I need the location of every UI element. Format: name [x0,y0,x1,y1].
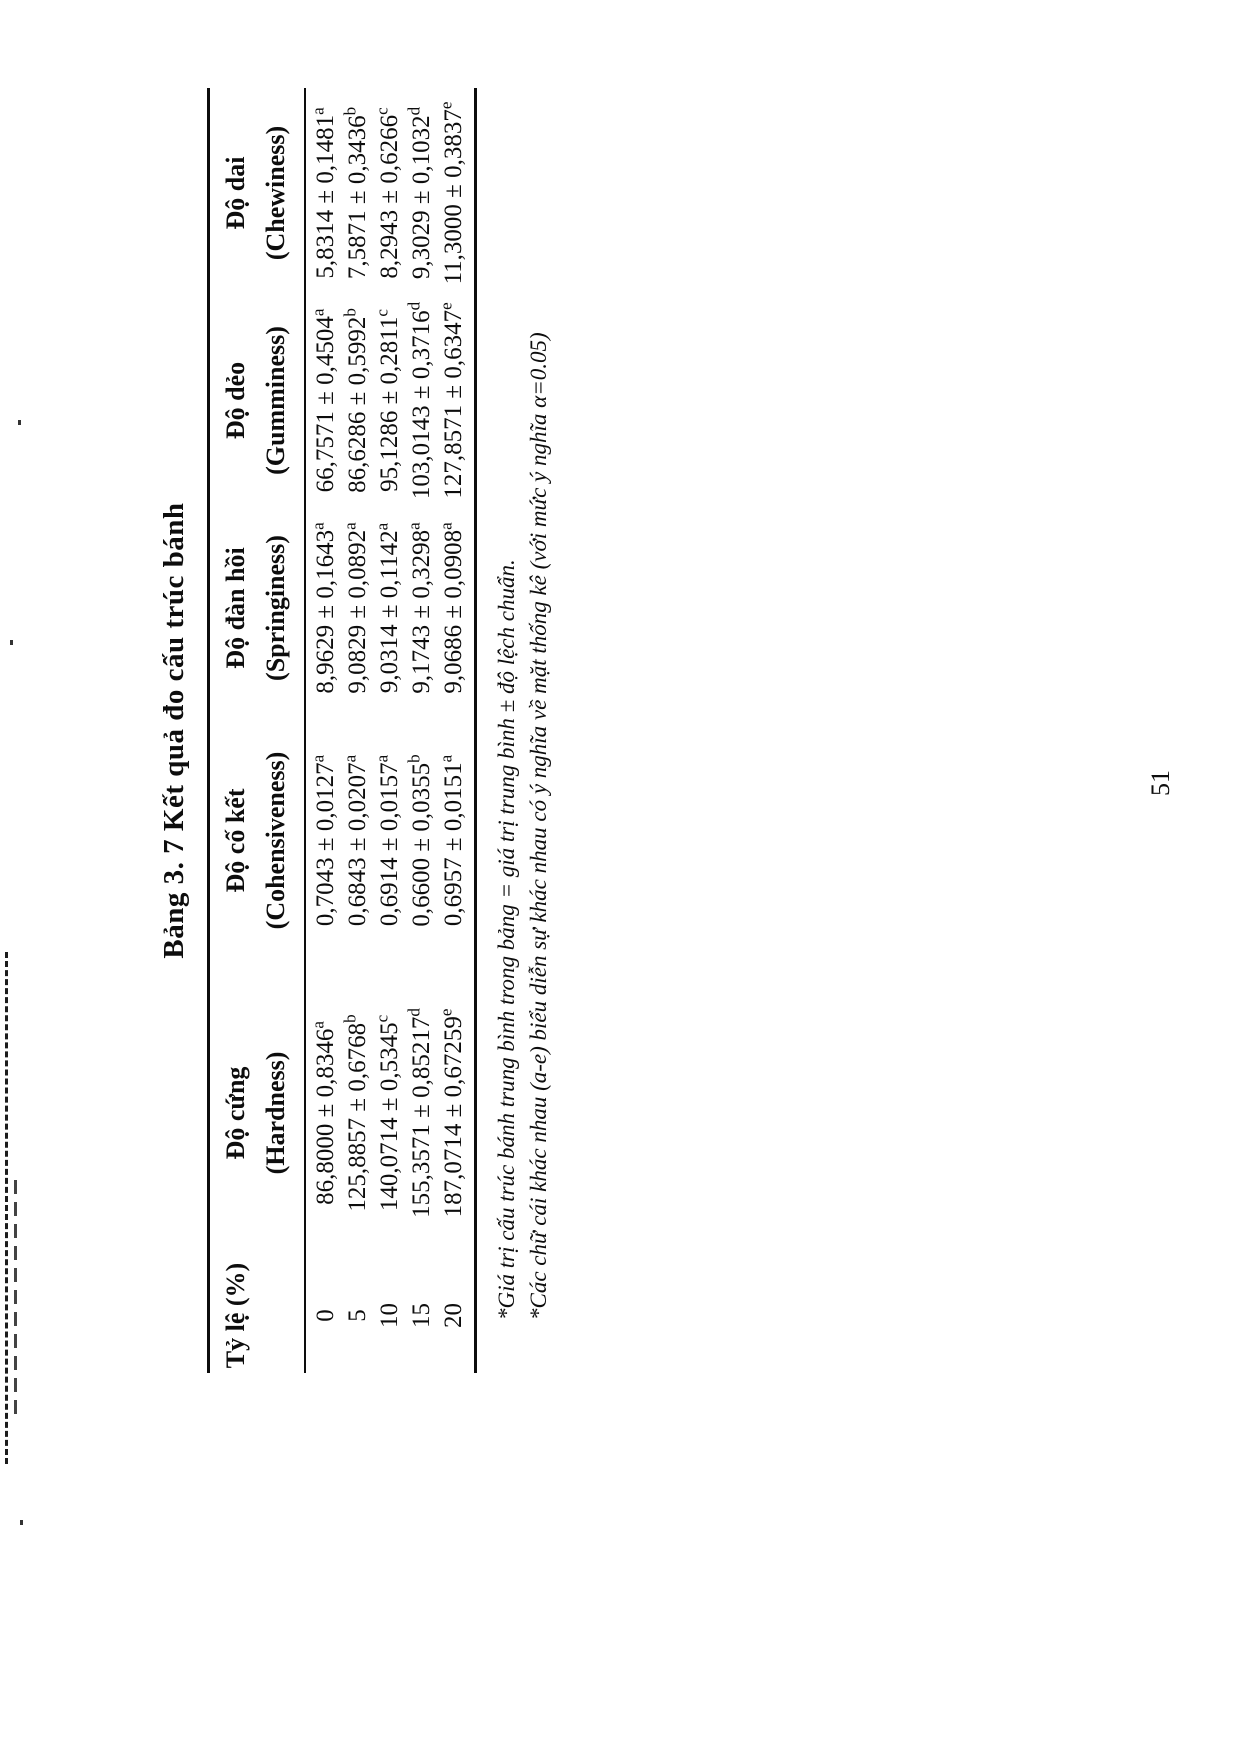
sig-letter: e [436,1008,456,1017]
sig-letter: a [308,308,328,317]
value-cell: 9,0829 ± 0,0892$^a$ [340,522,371,694]
footnote-mean-sd: *Giá trị cấu trúc bánh trung bình trong bảng = giá trị trung bình ± độ lệch chuẩn. [494,559,519,1320]
table-row [305,88,342,1373]
sig-letter: a [308,522,328,530]
value-cell: 9,0686 ± 0,0908$^a$ [436,522,467,694]
value-cell: 0,7043 ± 0,0127$^a$ [308,754,339,927]
header-vi: Độ dẻo [221,361,250,440]
header-en: (Hardness) [261,1051,290,1175]
column-header-ratio [209,1258,306,1373]
sig-letter: b [340,308,360,317]
value-cell: 9,0314 ± 0,1142$^a$ [372,522,403,694]
value-cell: 0,6957 ± 0,0151$^a$ [436,754,467,927]
header-vi: Độ cố kết [221,788,250,893]
table-row [438,88,476,1373]
sig-letter: a [308,107,328,115]
table-row [342,88,374,1373]
ratio-cell: 10 [376,1303,403,1328]
column-header-springiness [209,503,306,713]
value-cell: 86,8000 ± 0,8346$^a$ [308,1021,339,1205]
scan-artifact-solid-line [14,1180,17,1420]
column-header-chewiness [209,88,306,298]
sig-letter: d [404,1008,424,1017]
header-vi: Độ đàn hồi [221,547,250,669]
column-header-hardness [209,968,306,1258]
value-cell: 155,3571 ± 0,85217$^d$ [404,1008,435,1218]
sig-letter: d [404,106,424,116]
value-cell: 8,2943 ± 0,6266$^c$ [372,107,403,279]
sig-letter: a [340,522,360,530]
value-cell: 9,3029 ± 0,1032$^d$ [404,106,435,280]
value-cell: 95,1286 ± 0,2811$^c$ [372,309,403,492]
value-cell: 8,9629 ± 0,1643$^a$ [308,522,339,694]
sig-letter: a [436,522,456,530]
sig-letter: a [372,754,392,763]
sig-letter: d [404,301,424,311]
sig-letter: b [404,754,424,763]
header-vi: Tỷ lệ (%) [221,1262,250,1369]
value-cell: 11,3000 ± 0,3837$^e$ [436,101,467,285]
ratio-cell: 20 [440,1303,467,1328]
sig-letter: a [436,754,456,763]
value-cell: 7,5871 ± 0,3436$^b$ [340,106,371,280]
header-en: (Chewiness) [261,125,290,261]
table-footnotes [491,78,555,1320]
value-cell: 140,0714 ± 0,5345$^c$ [372,1014,403,1212]
sig-letter: e [436,302,456,310]
header-en: (Springiness) [261,535,290,681]
value-cell: 187,0714 ± 0,67259$^e$ [436,1008,467,1218]
sig-letter: a [308,754,328,763]
value-cell: 66,7571 ± 0,4504$^a$ [308,308,339,493]
value-cell: 127,8571 ± 0,6347$^e$ [436,302,467,499]
sig-letter: e [436,101,456,110]
footnote-significance: *Các chữ cái khác nhau (a-e) biểu diễn sự khác nhau có ý nghĩa về mặt thống kê (với mức ý nghĩa α=0.05) [526,332,551,1320]
header-row [209,88,306,1373]
value-cell: 5,8314 ± 0,1481$^a$ [308,107,339,279]
sig-letter: c [372,107,392,115]
column-header-cohesiveness [209,713,306,968]
ratio-cell: 0 [312,1309,339,1322]
ratio-cell: 5 [344,1309,371,1322]
header-en: (Cohensiveness) [261,751,290,930]
rotated-table-block [158,78,618,1468]
value-cell: 86,6286 ± 0,5992$^b$ [340,308,371,493]
value-cell: 0,6914 ± 0,0157$^a$ [372,754,403,927]
scan-artifact-dot [20,1520,23,1525]
sig-letter: a [308,1021,328,1029]
ratio-cell: 15 [408,1303,435,1328]
value-cell: 0,6843 ± 0,0207$^a$ [340,754,371,927]
scan-artifact-dashed-line [5,952,8,1464]
value-cell: 125,8857 ± 0,6768$^b$ [340,1014,371,1212]
value-cell: 9,1743 ± 0,3298$^a$ [404,522,435,694]
column-header-gumminess [209,298,306,503]
header-vi: Độ cứng [221,1066,250,1160]
header-en: (Gumminess) [261,326,290,475]
sig-letter: a [340,754,360,763]
sig-letter: a [372,522,392,531]
sig-letter: b [340,1014,360,1023]
value-cell: 0,6600 ± 0,0355$^b$ [404,754,435,927]
scan-artifact-dot [18,420,21,425]
sig-letter: c [372,309,392,317]
value-cell: 103,0143 ± 0,3716$^d$ [404,301,435,500]
sig-letter: c [372,1014,392,1023]
sig-letter: b [340,106,360,116]
sig-letter: a [404,522,424,530]
table-title: Bảng 3. 7 Kết quả đo cấu trúc bánh [158,502,190,959]
texture-results-table [207,88,477,1373]
table-row [374,88,406,1373]
table-row [406,88,438,1373]
page-number: 51 [1146,770,1175,796]
scan-artifact-dot [10,640,13,645]
header-vi: Độ dai [221,156,250,230]
